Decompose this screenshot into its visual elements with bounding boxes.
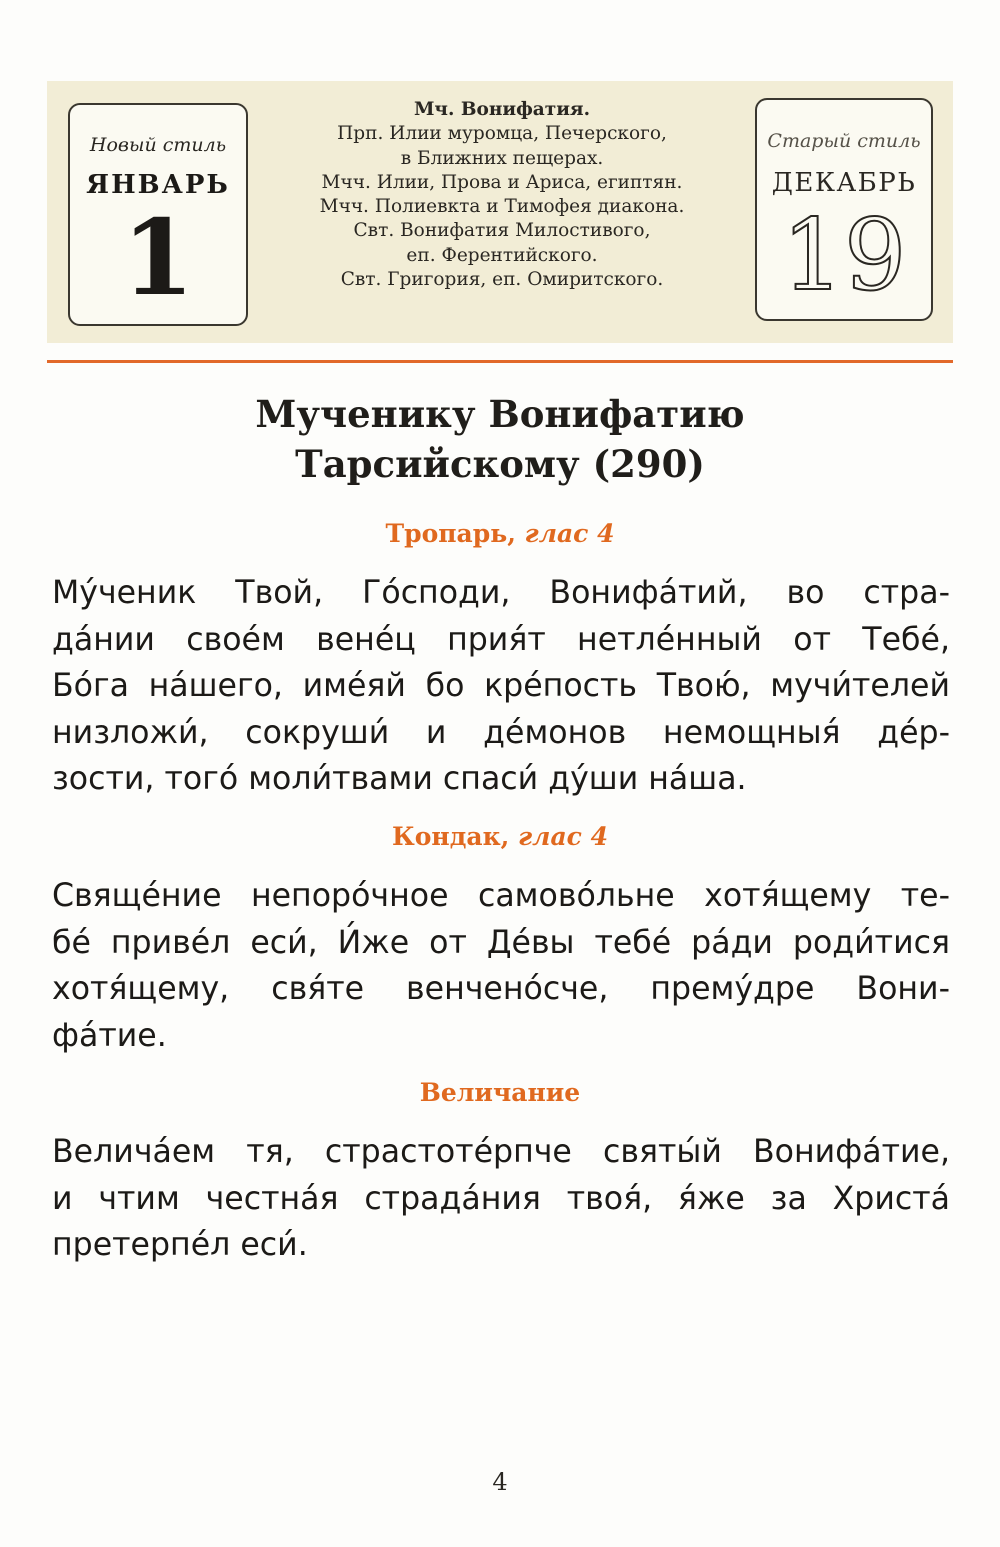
heading-label: Кондак, [392,822,510,851]
heading-label: Величание [419,1078,581,1107]
saint-line: Мч. Вонифатия. [413,99,591,120]
text-line: бе́ приве́л еси́, И́же от Де́вы тебе́ ра́ди роди́тися [52,924,950,961]
old-style-day: 19 [781,199,907,313]
text-line: хотя́щему, свя́те венчено́сче, прему́дре Вони- [52,971,950,1007]
saint-line: еп. Ферентийского. [406,244,598,266]
page-title [47,389,953,489]
saint-line: Мчч. Полиевкта и Тимофея диакона. [319,196,685,218]
kontakion-heading [47,822,953,851]
text-line: фа́тие. [52,1017,167,1054]
page-number: 4 [492,1468,508,1496]
troparion-heading [47,519,953,548]
text-line: Велича́ем тя, страстоте́рпче святы́й Вонифа́тие, [52,1134,950,1170]
title-line: Мученику Вонифатию [255,392,745,436]
new-style-label: Новый стиль [89,134,227,156]
new-style-month: ЯНВАРЬ [86,170,230,200]
new-style-date-box [68,103,248,326]
saint-line: Мчч. Илии, Прова и Ариса, египтян. [321,171,683,193]
kontakion-text [52,873,950,1059]
heading-tone: глас 4 [524,519,615,548]
heading-label: Тропарь, [385,519,516,548]
saint-line: Свт. Григория, еп. Омиритского. [340,269,664,291]
orange-divider [47,360,953,363]
saints-list [272,98,732,292]
old-style-month: ДЕКАБРЬ [771,168,917,198]
old-style-label: Старый стиль [767,130,921,152]
text-line: да́нии свое́м вене́ц прия́т нетле́нный от Тебе́, [52,621,950,658]
heading-tone: глас 4 [518,822,608,851]
title-line: Тарсийскому (290) [295,442,705,486]
magnification-heading [47,1078,953,1107]
text-line: низложи́, сокруши́ и де́монов немощныя́ де́р- [52,714,950,751]
saint-line: Прп. Илии муромца, Печерского, [337,123,667,145]
text-line: и чтим честна́я страда́ния твоя́, я́же за Христа́ [52,1180,950,1217]
saint-line: в Ближних пещерах. [400,147,604,169]
magnification-text [52,1129,950,1269]
date-header [47,81,953,343]
troparion-text [52,570,950,803]
text-line: Бо́га на́шего, име́яй бо кре́пость Твою́, мучи́телей [52,668,950,704]
old-style-date-box [755,98,933,321]
text-line: Му́ченик Твой, Го́споди, Вонифа́тий, во стра- [52,575,950,611]
saint-line: Свт. Вонифатия Милостивого, [353,220,651,242]
new-style-day: 1 [121,196,195,319]
text-line: Свяще́ние непоро́чное самово́льне хотя́щему те- [52,878,950,914]
text-line: претерпе́л еси́. [52,1227,308,1263]
text-line: зости, того́ моли́твами спаси́ ду́ши на́ша. [52,761,747,797]
